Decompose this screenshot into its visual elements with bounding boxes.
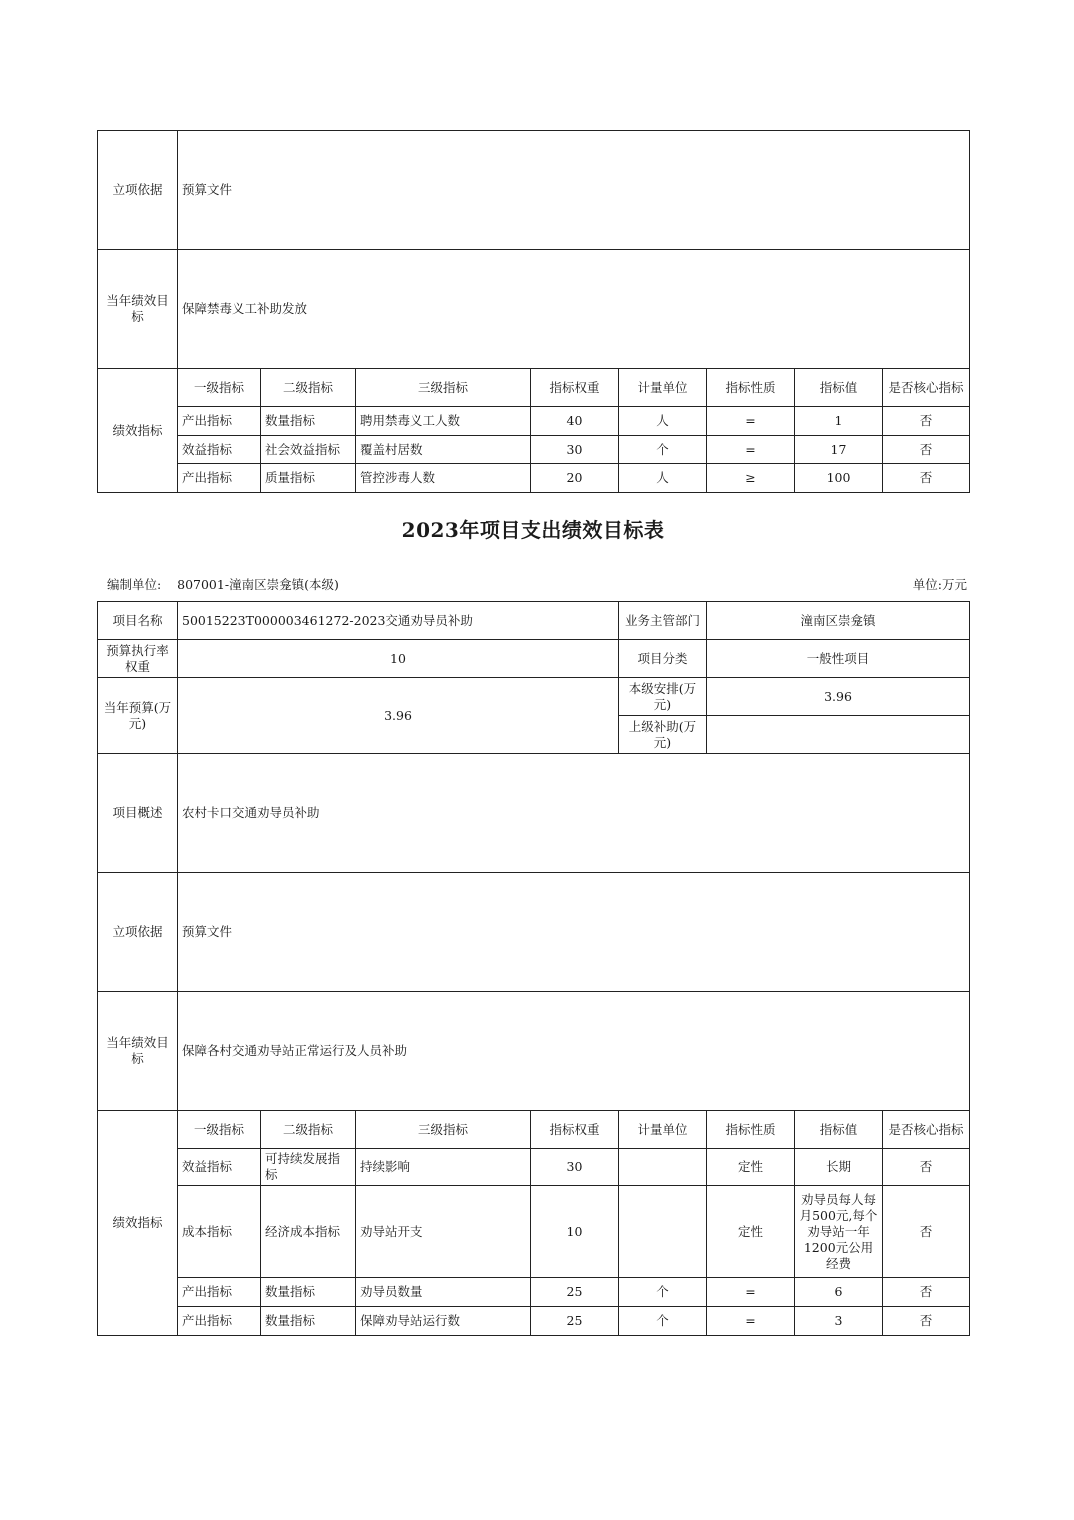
goal-label: 当年绩效目标 xyxy=(98,992,178,1111)
value-cell: 100 xyxy=(795,464,883,493)
goal-label: 当年绩效目标 xyxy=(98,250,178,369)
header-cell: 指标性质 xyxy=(707,369,795,407)
level1-cell: 产出指标 xyxy=(178,1278,261,1307)
core-cell: 否 xyxy=(883,1149,970,1186)
level2-cell: 数量指标 xyxy=(261,1278,356,1307)
unit-cell xyxy=(619,1186,707,1278)
basis-value: 预算文件 xyxy=(178,873,970,992)
table-row xyxy=(98,464,970,493)
core-cell: 否 xyxy=(883,1186,970,1278)
local-value: 3.96 xyxy=(707,678,970,716)
header-cell: 计量单位 xyxy=(619,1111,707,1149)
table-row xyxy=(98,1186,970,1278)
nature-cell: 定性 xyxy=(707,1186,795,1278)
upper-label: 上级补助(万元) xyxy=(619,716,707,754)
budget-value: 3.96 xyxy=(178,678,619,754)
goal-value: 保障禁毒义工补助发放 xyxy=(178,250,970,369)
header-cell: 指标值 xyxy=(795,369,883,407)
indicators-label: 绩效指标 xyxy=(98,369,178,493)
compiling-unit-label: 编制单位: xyxy=(107,577,162,592)
weight-cell: 40 xyxy=(531,407,619,436)
dept-label: 业务主管部门 xyxy=(619,602,707,640)
nature-cell: = xyxy=(707,1278,795,1307)
project-name-label: 项目名称 xyxy=(98,602,178,640)
core-cell: 否 xyxy=(883,1307,970,1336)
level1-cell: 产出指标 xyxy=(178,1307,261,1336)
local-label: 本级安排(万元) xyxy=(619,678,707,716)
weight-cell: 30 xyxy=(531,436,619,464)
level3-cell: 保障劝导站运行数 xyxy=(356,1307,531,1336)
value-cell: 6 xyxy=(795,1278,883,1307)
compiling-unit-value: 807001-潼南区崇龛镇(本级) xyxy=(177,577,339,592)
table-row xyxy=(98,1149,970,1186)
level1-cell: 成本指标 xyxy=(178,1186,261,1278)
header-cell: 二级指标 xyxy=(261,1111,356,1149)
level2-cell: 数量指标 xyxy=(261,407,356,436)
table-row xyxy=(98,436,970,464)
header-cell: 一级指标 xyxy=(178,1111,261,1149)
basis-value: 预算文件 xyxy=(178,131,970,250)
nature-cell: = xyxy=(707,1307,795,1336)
level2-cell: 经济成本指标 xyxy=(261,1186,356,1278)
level3-cell: 劝导员数量 xyxy=(356,1278,531,1307)
indicators-label: 绩效指标 xyxy=(98,1111,178,1336)
core-cell: 否 xyxy=(883,464,970,493)
header-cell: 计量单位 xyxy=(619,369,707,407)
unit-cell: 个 xyxy=(619,436,707,464)
dept-value: 潼南区崇龛镇 xyxy=(707,602,970,640)
level3-cell: 聘用禁毒义工人数 xyxy=(356,407,531,436)
category-label: 项目分类 xyxy=(619,640,707,678)
value-cell: 3 xyxy=(795,1307,883,1336)
weight-cell: 25 xyxy=(531,1278,619,1307)
value-cell: 17 xyxy=(795,436,883,464)
goal-value: 保障各村交通劝导站正常运行及人员补助 xyxy=(178,992,970,1111)
page-title: 2023年项目支出绩效目标表 xyxy=(401,518,665,542)
header-cell: 是否核心指标 xyxy=(883,369,970,407)
core-cell: 否 xyxy=(883,407,970,436)
unit-cell: 个 xyxy=(619,1307,707,1336)
header-cell: 三级指标 xyxy=(356,369,531,407)
header-cell: 是否核心指标 xyxy=(883,1111,970,1149)
core-cell: 否 xyxy=(883,436,970,464)
category-value: 一般性项目 xyxy=(707,640,970,678)
level2-cell: 数量指标 xyxy=(261,1307,356,1336)
weight-cell: 25 xyxy=(531,1307,619,1336)
level1-cell: 效益指标 xyxy=(178,436,261,464)
unit-cell: 人 xyxy=(619,464,707,493)
nature-cell: = xyxy=(707,407,795,436)
value-cell: 劝导员每人每月500元,每个劝导站一年1200元公用经费 xyxy=(795,1186,883,1278)
unit-cell: 人 xyxy=(619,407,707,436)
header-cell: 指标性质 xyxy=(707,1111,795,1149)
value-cell: 1 xyxy=(795,407,883,436)
level2-cell: 社会效益指标 xyxy=(261,436,356,464)
level3-cell: 管控涉毒人数 xyxy=(356,464,531,493)
nature-cell: 定性 xyxy=(707,1149,795,1186)
level2-cell: 质量指标 xyxy=(261,464,356,493)
weight-cell: 30 xyxy=(531,1149,619,1186)
level1-cell: 产出指标 xyxy=(178,464,261,493)
header-cell: 三级指标 xyxy=(356,1111,531,1149)
performance-table-2 xyxy=(97,601,970,1336)
table-row xyxy=(98,407,970,436)
core-cell: 否 xyxy=(883,1278,970,1307)
upper-value xyxy=(707,716,970,754)
exec-rate-label: 预算执行率权重 xyxy=(98,640,178,678)
compiling-unit xyxy=(107,575,339,593)
level3-cell: 覆盖村居数 xyxy=(356,436,531,464)
weight-cell: 10 xyxy=(531,1186,619,1278)
project-name-value: 50015223T000003461272-2023交通劝导员补助 xyxy=(178,602,619,640)
header-cell: 二级指标 xyxy=(261,369,356,407)
nature-cell: ≥ xyxy=(707,464,795,493)
exec-rate-value: 10 xyxy=(178,640,619,678)
level3-cell: 劝导站开支 xyxy=(356,1186,531,1278)
basis-label: 立项依据 xyxy=(98,131,178,250)
nature-cell: = xyxy=(707,436,795,464)
header-cell: 一级指标 xyxy=(178,369,261,407)
value-cell: 长期 xyxy=(795,1149,883,1186)
basis-label: 立项依据 xyxy=(98,873,178,992)
weight-cell: 20 xyxy=(531,464,619,493)
performance-table-1 xyxy=(97,130,970,493)
overview-value: 农村卡口交通劝导员补助 xyxy=(178,754,970,873)
budget-label: 当年预算(万元) xyxy=(98,678,178,754)
level3-cell: 持续影响 xyxy=(356,1149,531,1186)
unit-cell: 个 xyxy=(619,1278,707,1307)
level1-cell: 效益指标 xyxy=(178,1149,261,1186)
table-row xyxy=(98,1278,970,1307)
header-cell: 指标权重 xyxy=(531,1111,619,1149)
table-row xyxy=(98,1307,970,1336)
currency-unit: 单位:万元 xyxy=(912,577,967,592)
level1-cell: 产出指标 xyxy=(178,407,261,436)
unit-cell xyxy=(619,1149,707,1186)
level2-cell: 可持续发展指标 xyxy=(261,1149,356,1186)
overview-label: 项目概述 xyxy=(98,754,178,873)
header-cell: 指标权重 xyxy=(531,369,619,407)
header-cell: 指标值 xyxy=(795,1111,883,1149)
